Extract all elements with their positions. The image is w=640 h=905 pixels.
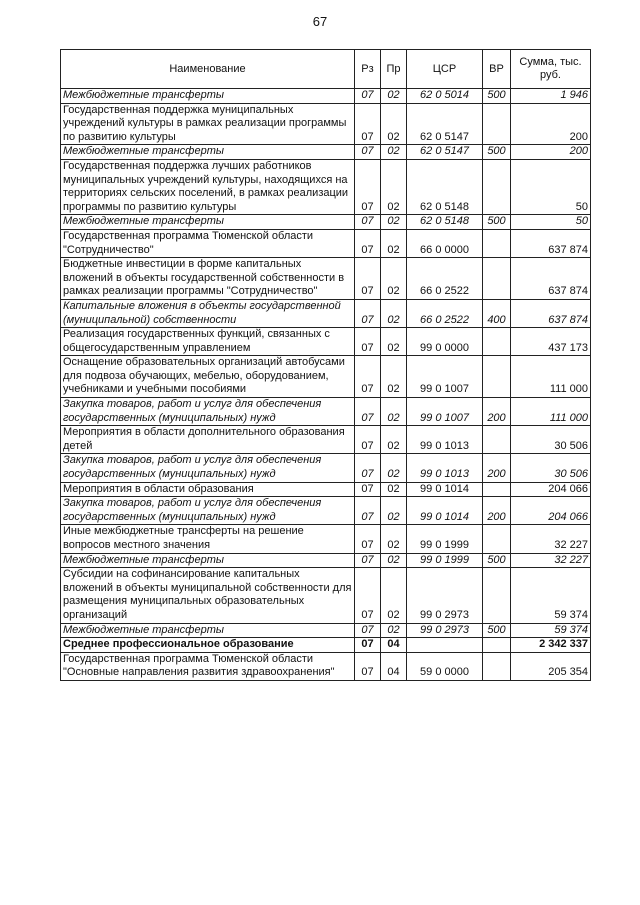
cell-csr: 62 0 5147 [407,145,483,160]
cell-name: Иные межбюджетные трансферты на решение вопросов местного значения [61,525,355,553]
cell-sum: 1 946 [511,89,591,104]
cell-name: Закупка товаров, работ и услуг для обеспечения государственных (муниципальных) нужд [61,497,355,525]
cell-sum: 111 000 [511,398,591,426]
cell-vr: 500 [483,553,511,568]
cell-rz: 07 [355,356,381,398]
cell-vr: 500 [483,89,511,104]
table-row [61,356,591,398]
cell-csr: 66 0 2522 [407,299,483,327]
cell-rz: 07 [355,525,381,553]
cell-vr [483,426,511,454]
cell-pr: 02 [381,299,407,327]
cell-rz: 07 [355,652,381,680]
cell-csr: 99 0 2973 [407,568,483,623]
cell-pr: 02 [381,103,407,145]
cell-pr: 02 [381,215,407,230]
cell-sum: 59 374 [511,568,591,623]
table-row [61,328,591,356]
cell-sum: 205 354 [511,652,591,680]
cell-csr: 99 0 1013 [407,454,483,482]
cell-csr: 99 0 1014 [407,482,483,497]
header-pr: Пр [381,50,407,89]
cell-sum: 50 [511,215,591,230]
cell-vr [483,652,511,680]
cell-sum: 200 [511,103,591,145]
cell-pr: 02 [381,454,407,482]
cell-pr: 02 [381,525,407,553]
table-row [61,525,591,553]
cell-vr [483,328,511,356]
table-row [61,229,591,257]
cell-csr: 99 0 1007 [407,356,483,398]
table-row [61,215,591,230]
cell-pr: 02 [381,623,407,638]
cell-vr: 500 [483,145,511,160]
cell-sum: 637 874 [511,229,591,257]
cell-sum: 2 342 337 [511,638,591,653]
page-number: 67 [312,14,328,29]
cell-name: Государственная программа Тюменской области "Сотрудничество" [61,229,355,257]
cell-csr: 99 0 1007 [407,398,483,426]
cell-pr: 02 [381,229,407,257]
table-header-row [61,50,591,89]
cell-rz: 07 [355,454,381,482]
cell-pr: 02 [381,426,407,454]
cell-csr: 99 0 1014 [407,497,483,525]
cell-name: Капитальные вложения в объекты государственной (муниципальной) собственности [61,299,355,327]
cell-name: Государственная программа Тюменской области "Основные направления развития здравоохранения" [61,652,355,680]
cell-rz: 07 [355,638,381,653]
cell-pr: 02 [381,482,407,497]
table-row [61,159,591,214]
cell-pr: 04 [381,652,407,680]
cell-name: Межбюджетные трансферты [61,215,355,230]
cell-pr: 02 [381,258,407,300]
cell-name: Межбюджетные трансферты [61,623,355,638]
cell-name: Реализация государственных функций, связанных с общегосударственным управлением [61,328,355,356]
cell-csr: 62 0 5148 [407,215,483,230]
cell-name: Межбюджетные трансферты [61,553,355,568]
cell-rz: 07 [355,103,381,145]
cell-pr: 02 [381,398,407,426]
cell-rz: 07 [355,623,381,638]
cell-sum: 637 874 [511,258,591,300]
cell-pr: 02 [381,159,407,214]
cell-name: Межбюджетные трансферты [61,89,355,104]
table-row [61,103,591,145]
table-row [61,454,591,482]
cell-sum: 200 [511,145,591,160]
cell-csr: 62 0 5148 [407,159,483,214]
cell-vr: 200 [483,454,511,482]
cell-csr: 99 0 1999 [407,525,483,553]
cell-name: Среднее профессиональное образование [61,638,355,653]
cell-rz: 07 [355,89,381,104]
cell-pr: 02 [381,497,407,525]
cell-vr: 400 [483,299,511,327]
cell-vr [483,568,511,623]
cell-sum: 32 227 [511,553,591,568]
cell-csr: 99 0 1013 [407,426,483,454]
budget-table [60,49,591,681]
cell-vr [483,525,511,553]
cell-sum: 59 374 [511,623,591,638]
cell-sum: 50 [511,159,591,214]
cell-vr [483,103,511,145]
cell-vr [483,638,511,653]
table-row [61,145,591,160]
cell-name: Мероприятия в области образования [61,482,355,497]
cell-name: Закупка товаров, работ и услуг для обеспечения государственных (муниципальных) нужд [61,454,355,482]
header-csr: ЦСР [407,50,483,89]
cell-name: Государственная поддержка муниципальных учреждений культуры в рамках реализации программы по развитию культуры [61,103,355,145]
table-row [61,623,591,638]
cell-pr: 02 [381,145,407,160]
table-row [61,652,591,680]
cell-vr [483,229,511,257]
cell-vr: 500 [483,215,511,230]
header-name: Наименование [61,50,355,89]
cell-rz: 07 [355,482,381,497]
cell-csr [407,638,483,653]
cell-sum: 204 066 [511,497,591,525]
table-row [61,638,591,653]
cell-rz: 07 [355,258,381,300]
cell-vr: 500 [483,623,511,638]
table-row [61,482,591,497]
cell-sum: 30 506 [511,426,591,454]
cell-rz: 07 [355,145,381,160]
cell-sum: 111 000 [511,356,591,398]
cell-csr: 99 0 1999 [407,553,483,568]
cell-pr: 02 [381,328,407,356]
cell-name: Бюджетные инвестиции в форме капитальных вложений в объекты государственной собственности в рамках реализации программы "Сотрудничество" [61,258,355,300]
cell-rz: 07 [355,229,381,257]
cell-sum: 637 874 [511,299,591,327]
cell-pr: 02 [381,89,407,104]
cell-rz: 07 [355,426,381,454]
header-vr: ВР [483,50,511,89]
cell-pr: 02 [381,568,407,623]
cell-rz: 07 [355,215,381,230]
cell-name: Государственная поддержка лучших работников муниципальных учреждений культуры, находящихся на территориях сельских поселений, в рамках реализации программы по развитию культуры [61,159,355,214]
header-sum: Сумма, тыс. руб. [511,50,591,89]
cell-vr: 200 [483,497,511,525]
cell-csr: 62 0 5014 [407,89,483,104]
cell-rz: 07 [355,497,381,525]
cell-name: Межбюджетные трансферты [61,145,355,160]
cell-vr [483,482,511,497]
cell-csr: 99 0 0000 [407,328,483,356]
cell-sum: 32 227 [511,525,591,553]
cell-pr: 02 [381,553,407,568]
cell-csr: 59 0 0000 [407,652,483,680]
cell-sum: 437 173 [511,328,591,356]
cell-pr: 02 [381,356,407,398]
table-row [61,89,591,104]
cell-csr: 66 0 2522 [407,258,483,300]
cell-vr [483,159,511,214]
table-row [61,497,591,525]
cell-name: Оснащение образовательных организаций автобусами для подвоза обучающих, мебелью, оборудованием, учебниками и учебными пособиями [61,356,355,398]
cell-sum: 30 506 [511,454,591,482]
cell-pr: 04 [381,638,407,653]
table-row [61,426,591,454]
cell-name: Мероприятия в области дополнительного образования детей [61,426,355,454]
table-row [61,553,591,568]
cell-name: Субсидии на софинансирование капитальных вложений в объекты муниципальной собственности для размещения муниципальных образовательных организаций [61,568,355,623]
table-row [61,299,591,327]
cell-rz: 07 [355,553,381,568]
table-row [61,258,591,300]
cell-name: Закупка товаров, работ и услуг для обеспечения государственных (муниципальных) нужд [61,398,355,426]
cell-vr: 200 [483,398,511,426]
cell-vr [483,356,511,398]
table-row [61,398,591,426]
header-rz: Рз [355,50,381,89]
cell-rz: 07 [355,328,381,356]
table-row [61,568,591,623]
cell-csr: 66 0 0000 [407,229,483,257]
cell-vr [483,258,511,300]
cell-rz: 07 [355,159,381,214]
cell-rz: 07 [355,299,381,327]
cell-rz: 07 [355,398,381,426]
cell-sum: 204 066 [511,482,591,497]
cell-csr: 99 0 2973 [407,623,483,638]
cell-csr: 62 0 5147 [407,103,483,145]
table-body [61,89,591,681]
cell-rz: 07 [355,568,381,623]
